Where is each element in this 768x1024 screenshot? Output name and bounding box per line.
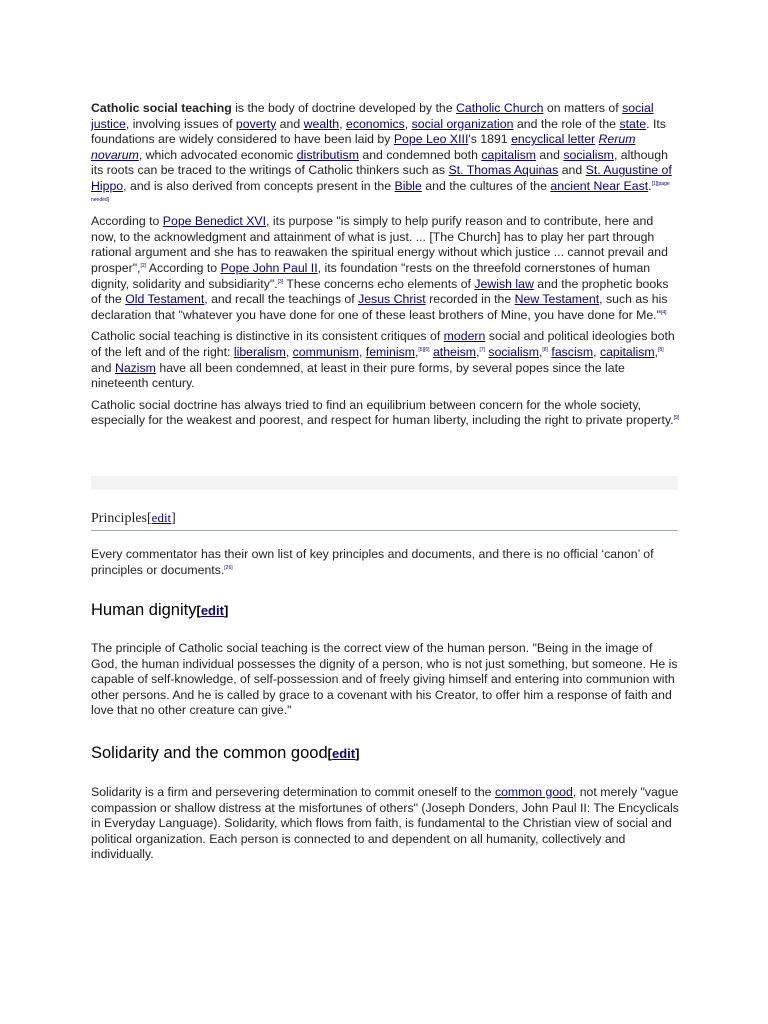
text-run: , its purpose "is simply to help purify reason and to contribute, here and now, to the acknowledgment and attainment of what is just. ... [The Church] has to play her part through rational argument and she has to reawaken the spiritual energy without which justice ... cannot prevail and prosper", bbox=[91, 214, 668, 275]
text-run: recorded in the bbox=[425, 292, 515, 307]
text-run: , although its roots can be traced to the writings of Catholic thinkers such as bbox=[91, 147, 668, 178]
citation-link[interactable]: [8] bbox=[542, 346, 548, 353]
bold-term: Catholic social teaching bbox=[91, 101, 232, 115]
human-dignity-heading bbox=[91, 601, 228, 620]
solidarity-edit-link[interactable]: edit bbox=[331, 746, 356, 761]
article-link[interactable]: liberalism bbox=[233, 344, 286, 359]
text-run: , such as his declaration that "whatever you have done for one of these least brothers of Mine, you have done for Me." bbox=[91, 292, 668, 322]
article-link[interactable]: socialism bbox=[488, 344, 539, 359]
text-run: have all been condemned, at least in their pure forms, by several popes since the late nineteenth century. bbox=[91, 360, 625, 391]
article-link[interactable]: communism bbox=[292, 344, 359, 359]
human-dignity-section bbox=[91, 641, 681, 719]
citation-link[interactable]: [26] bbox=[224, 564, 233, 571]
solidarity-heading-text: Solidarity and the common good bbox=[91, 744, 328, 762]
text-run: , bbox=[539, 344, 543, 359]
text-run: , its foundation "rests on the threefold cornerstones of human dignity, solidarity and subsidiarity". bbox=[91, 260, 651, 291]
text-run: , and is also derived from concepts present in the bbox=[123, 178, 395, 193]
solidarity-section bbox=[91, 785, 681, 863]
citation-link[interactable]: [3] bbox=[277, 278, 284, 285]
citation-link[interactable]: [2] bbox=[140, 262, 147, 269]
text-run: These concerns echo elements of bbox=[283, 276, 475, 291]
citation-link[interactable]: [9] bbox=[673, 415, 680, 422]
article-link[interactable]: capitalism bbox=[599, 344, 655, 359]
article-link[interactable]: wealth bbox=[303, 116, 340, 131]
text-run: . bbox=[648, 178, 652, 193]
section-divider-bar bbox=[91, 476, 678, 490]
article-link[interactable]: social justice bbox=[91, 101, 654, 131]
article-link[interactable]: modern bbox=[443, 329, 486, 344]
text-run: According to bbox=[146, 260, 221, 275]
text-run: and the role of the bbox=[513, 116, 620, 131]
article-link[interactable]: St. Augustine of Hippo bbox=[91, 163, 672, 193]
text-run: , involving issues of bbox=[125, 116, 236, 131]
text-run: and the prophetic books of the bbox=[91, 276, 669, 307]
edit-bracket-close: ] bbox=[355, 746, 360, 761]
citation-link[interactable]: [8] bbox=[658, 346, 664, 353]
principles-edit-link[interactable]: edit bbox=[151, 510, 172, 525]
article-link[interactable]: Old Testament bbox=[125, 292, 205, 307]
article-link[interactable]: New Testament bbox=[514, 292, 600, 307]
solidarity-heading bbox=[91, 744, 359, 763]
intro-paragraph-3 bbox=[91, 329, 681, 391]
article-link[interactable]: Pope Benedict XVI bbox=[162, 214, 267, 229]
solidarity-paragraph bbox=[91, 785, 681, 863]
article-link[interactable]: atheism bbox=[432, 344, 477, 359]
text-run: Catholic social teaching is distinctive in its consistent critiques of bbox=[91, 329, 444, 344]
principles-heading bbox=[91, 510, 678, 531]
text-run: . Its foundations are widely considered to have been laid by bbox=[91, 116, 666, 147]
text-run: and bbox=[91, 360, 115, 375]
article-link[interactable]: capitalism bbox=[481, 147, 536, 162]
article-link[interactable]: St. Thomas Aquinas bbox=[448, 163, 559, 178]
article-link[interactable]: Bible bbox=[394, 178, 422, 193]
text-run: Every commentator has their own list of key principles and documents, and there is no official ‘canon’ of principles or documents. bbox=[91, 547, 654, 577]
article-link[interactable]: fascism bbox=[551, 344, 594, 359]
intro-section bbox=[91, 101, 681, 429]
text-run: , not merely "vague compassion or shallow distress at the misfortunes of others" (Joseph Donders, John Paul II: The Encyclicals in Everyday Language). Solidarity, which flows from faith, is fundamental to the Christian view of social and political organization. Each person is connected to and dependent on all humanity, collectively and individually. bbox=[91, 785, 679, 862]
text-run: and bbox=[536, 147, 564, 162]
text-run: and condemned both bbox=[358, 147, 482, 162]
text-run: and bbox=[276, 116, 304, 131]
article-link[interactable]: Pope John Paul II bbox=[220, 260, 318, 275]
text-run: , bbox=[414, 344, 419, 359]
citation-link[interactable]: [7] bbox=[479, 346, 485, 353]
edit-bracket-open: [ bbox=[196, 603, 201, 618]
article-link[interactable]: Pope Leo XIII bbox=[393, 132, 469, 147]
text-run: social and political ideologies both of the left and of the right: bbox=[91, 329, 675, 359]
text-run: , and recall the teachings of bbox=[204, 292, 359, 307]
citation bbox=[224, 565, 232, 571]
principles-section bbox=[91, 547, 681, 578]
article-link[interactable]: social organization bbox=[411, 116, 514, 131]
article-link[interactable]: Jewish law bbox=[474, 276, 534, 291]
article-link[interactable]: distributism bbox=[296, 147, 359, 162]
text-run: , bbox=[339, 116, 346, 131]
text-run: on matters of bbox=[543, 101, 623, 115]
text-run: , bbox=[285, 344, 293, 359]
citation bbox=[661, 310, 667, 316]
citation-link[interactable]: [4] bbox=[660, 309, 667, 316]
text-run: is the body of doctrine developed by the bbox=[231, 101, 457, 115]
edit-bracket-close: ] bbox=[223, 603, 229, 618]
article-link[interactable]: Nazism bbox=[114, 360, 156, 375]
citation bbox=[418, 347, 429, 353]
text-run: , bbox=[404, 116, 412, 131]
principles-paragraph bbox=[91, 547, 681, 578]
edit-bracket-open: [ bbox=[147, 511, 152, 526]
citation-link[interactable]: [1][page needed] bbox=[91, 180, 670, 203]
text-run: Solidarity is a firm and persevering determination to commit oneself to the bbox=[91, 785, 495, 799]
text-run: According to bbox=[91, 214, 163, 229]
text-run: , bbox=[654, 344, 659, 359]
italic-link-text: Rerum novarum bbox=[91, 132, 636, 162]
text-run: , bbox=[593, 344, 600, 359]
article-link[interactable]: ancient Near East bbox=[550, 178, 649, 193]
text-run: The principle of Catholic social teaching is the correct view of the human person. "Being in the image of God, the human individual possesses the dignity of a person, who is not just something, but someone. He is capable of self-knowledge, of self-possession and of freely giving himself and entering into communion with other persons. And he is called by grace to a covenant with his Creator, to offer him a response of faith and love that no other creature can give." bbox=[91, 641, 678, 718]
text-run: , which advocated economic bbox=[138, 147, 297, 162]
text-run: , bbox=[358, 344, 366, 359]
text-run: 's 1891 bbox=[468, 132, 512, 147]
citation-link[interactable]: [5][6] bbox=[418, 346, 430, 353]
edit-bracket-close: ] bbox=[171, 511, 176, 526]
article-link[interactable]: poverty bbox=[235, 116, 277, 131]
article-link[interactable]: encyclical letter bbox=[511, 132, 596, 147]
human-dignity-edit-link[interactable]: edit bbox=[200, 603, 224, 618]
text-run: Catholic social doctrine has always tried to find an equilibrium between concern for the whole society, especially for the weakest and poorest, and respect for human liberty, including the right to private property. bbox=[91, 397, 674, 428]
article-link[interactable]: feminism bbox=[365, 344, 415, 359]
intro-paragraph-1 bbox=[91, 101, 681, 210]
text-run: and bbox=[558, 163, 586, 178]
citation bbox=[674, 415, 680, 421]
intro-paragraph-2 bbox=[91, 214, 681, 323]
article-link[interactable]: common good bbox=[494, 785, 573, 799]
intro-paragraph-4 bbox=[91, 398, 681, 429]
article-link[interactable]: socialism bbox=[563, 147, 614, 162]
article-link[interactable]: Jesus Christ bbox=[358, 292, 426, 307]
text-run: and the cultures of the bbox=[421, 178, 551, 193]
article-link[interactable]: state bbox=[619, 116, 647, 131]
text-run: , bbox=[476, 344, 480, 359]
citation bbox=[658, 347, 664, 353]
human-dignity-heading-text: Human dignity bbox=[91, 601, 197, 619]
article-link[interactable]: economics bbox=[345, 116, 405, 131]
edit-bracket-open: [ bbox=[327, 746, 332, 761]
article-link[interactable]: Catholic Church bbox=[456, 101, 544, 115]
human-dignity-paragraph bbox=[91, 641, 681, 719]
principles-heading-text: Principles bbox=[91, 511, 147, 526]
